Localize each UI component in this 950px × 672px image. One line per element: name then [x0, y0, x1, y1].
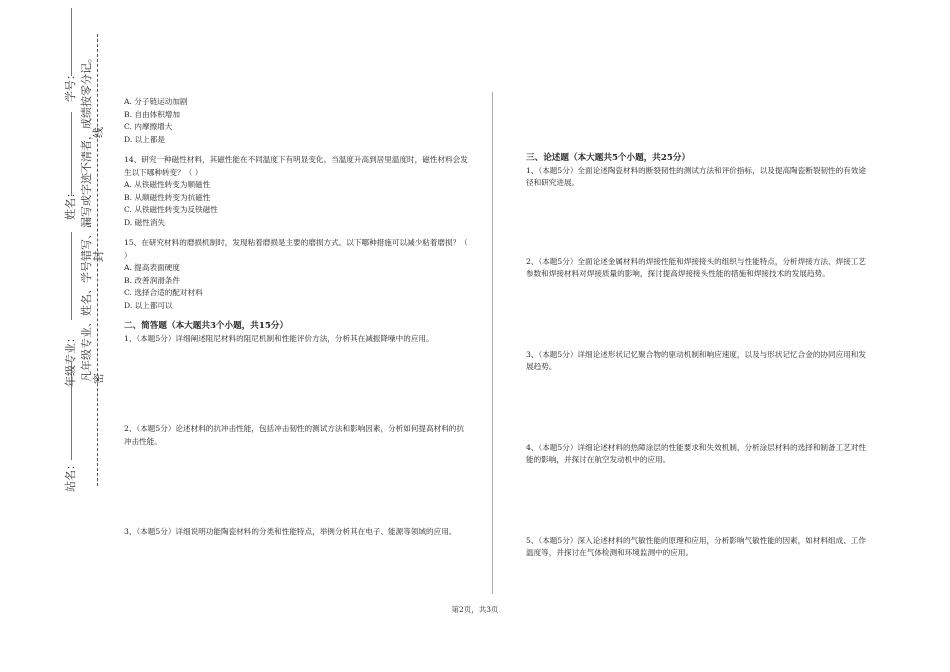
- q13-options: [124, 96, 469, 146]
- binding-sidebar: [0, 0, 110, 672]
- seal-mark-line: 线: [92, 127, 105, 138]
- section-2-title: 二、简答题（本大题共3个小题，共15分）: [124, 321, 289, 331]
- essay-5: 5、（本题5分）深入论述材料的气敏性能的原理和应用，分析影响气敏性能的因素，如材料组成、工作温度等，并探讨在气体检测和环境监测中的应用。: [526, 535, 866, 557]
- left-column: [124, 96, 469, 539]
- question-14: 14、研究一种磁性材料，其磁性能在不同温度下有明显变化。当温度升高到居里温度时，磁性材料会发生以下哪种转变？（ ）: [124, 155, 468, 177]
- essay-2: 2、（本题5分）全面论述金属材料的焊接性能和焊接接头的组织与性能特点，分析焊接方法、焊接工艺参数和焊接材料对焊接质量的影响，探讨提高焊接接头性能的措施和焊接技术的发展趋势。: [526, 256, 866, 278]
- q14-options: [124, 179, 469, 229]
- option: A. 提高表面硬度: [124, 263, 180, 272]
- option: A. 分子链运动加剧: [124, 97, 188, 106]
- column-divider: [492, 92, 493, 594]
- school-label: 站名：: [64, 459, 77, 492]
- short-answer-3: 3、（本题5分）详细说明功能陶瓷材料的分类和性能特点，举例分析其在电子、能源等领域的应用。: [124, 527, 457, 536]
- right-column: [526, 152, 866, 560]
- option: D. 磁性消失: [124, 217, 166, 227]
- essay-1: 1、（本题5分）全面论述陶瓷材料的断裂韧性的测试方法和评价指标，以及提高陶瓷断裂韧性的有效途径和研究进展。: [526, 165, 866, 187]
- section-3-title: 三、论述题（本大题共5个小题，共25分）: [526, 153, 691, 163]
- option: B. 从顺磁性转变为抗磁性: [124, 192, 211, 202]
- seat-label: 学号：: [64, 69, 77, 102]
- option: C. 选择合适的配对材料: [124, 288, 203, 297]
- option: B. 改善润滑条件: [124, 275, 180, 285]
- page-number: 第2页，共3页: [451, 605, 499, 614]
- name-label: 姓名：: [64, 187, 77, 220]
- option: C. 从铁磁性转变为反铁磁性: [124, 205, 218, 214]
- option: C. 内摩擦增大: [124, 122, 173, 131]
- short-answer-2: 2、（本题5分）论述材料的抗冲击性能，包括冲击韧性的测试方法和影响因素，分析如何提高材料的抗冲击性能。: [124, 424, 464, 446]
- option: B. 自由体积增加: [124, 109, 180, 119]
- seal-mark-seal: 封: [92, 251, 105, 262]
- option: D. 以上都可以: [124, 300, 173, 310]
- q15-options: [124, 262, 469, 312]
- seal-mark-secret: 密: [92, 373, 105, 384]
- binding-warning: 凡年级专业、姓名、学号错写、漏写或字迹不清者，成绩按零分记。: [80, 52, 93, 382]
- major-underline: [71, 232, 72, 320]
- short-answer-1: 1、（本题5分）详细阐述阻尼材料的阻尼机制和性能评价方法，分析其在减振降噪中的应用。: [124, 333, 434, 343]
- option: A. 从铁磁性转变为顺磁性: [124, 180, 211, 189]
- seat-underline: [71, 8, 72, 76]
- essay-3: 3、（本题5分）详细论述形状记忆聚合物的驱动机制和响应速度，以及与形状记忆合金的协同应用和发展趋势。: [526, 349, 866, 371]
- major-label: 年级专业：: [64, 332, 77, 387]
- name-underline: [71, 112, 72, 196]
- question-15: 15、在研究材料的磨损机制时，发现粘着磨损是主要的磨损方式。以下哪种措施可以减少粘着磨损？（ ）: [124, 238, 468, 260]
- essay-4: 4、（本题5分）详细论述材料的热障涂层的性能要求和失效机制，分析涂层材料的选择和制备工艺对性能的影响，并探讨在航空发动机中的应用。: [526, 442, 866, 464]
- option: D. 以上都是: [124, 134, 166, 144]
